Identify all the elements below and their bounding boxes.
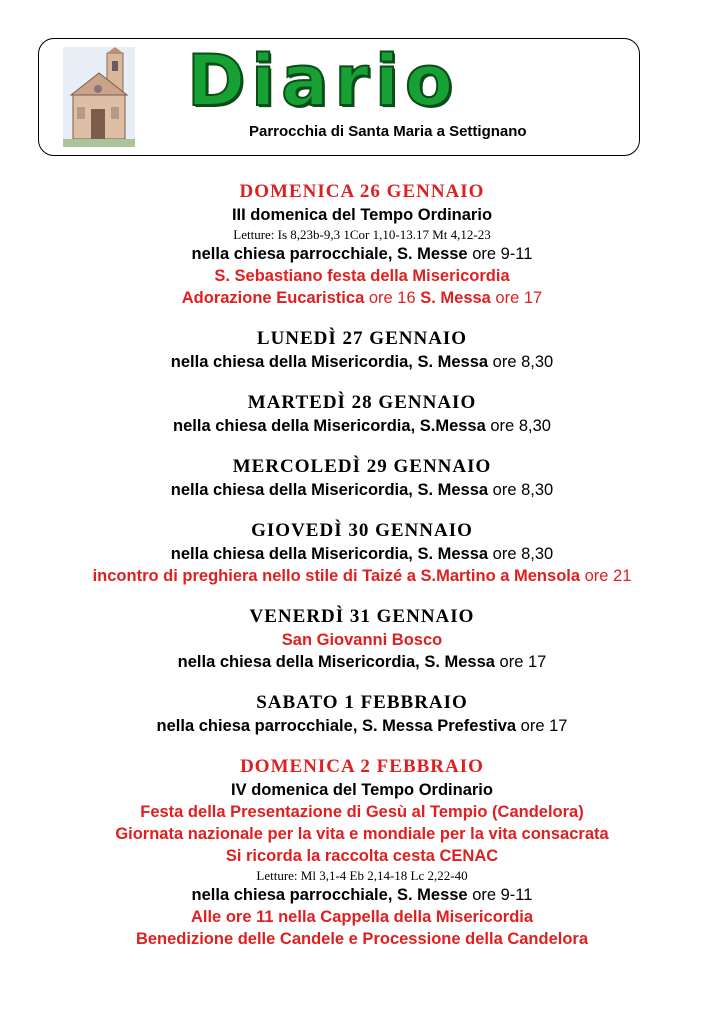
mass-place: nella chiesa parrocchiale, S. Messa Prefestiva: [156, 717, 517, 735]
day-heading: MERCOLEDÌ 29 GENNAIO: [232, 456, 492, 477]
mass-place: nella chiesa della Misericordia, S. Messa: [177, 653, 495, 671]
mass-time: ore 8,30: [488, 481, 554, 499]
page-title: Diario: [187, 40, 459, 122]
day-heading: DOMENICA 2 FEBBRAIO: [240, 756, 484, 777]
mass-line: [0, 543, 724, 565]
adoration-mass-time: ore 17: [490, 289, 543, 307]
mass-place: nella chiesa della Misericordia, S. Messa: [170, 545, 489, 563]
mass-place: nella chiesa della Misericordia, S.Messa: [173, 417, 486, 435]
day-heading: DOMENICA 26 GENNAIO: [239, 181, 485, 202]
feast-line: Si ricorda la raccolta cesta CENAC: [225, 847, 499, 865]
day-subtitle: IV domenica del Tempo Ordinario: [231, 781, 493, 799]
readings: Letture: Is 8,23b-9,3 1Cor 1,10-13.17 Mt 4,12-23: [233, 227, 491, 242]
saint-line: San Giovanni Bosco: [281, 631, 443, 649]
mass-time: ore 17: [494, 653, 547, 671]
mass-time: ore 17: [516, 717, 568, 735]
adoration-line: [0, 287, 724, 309]
mass-time: ore 9-11: [467, 245, 533, 263]
readings: Letture: Ml 3,1-4 Eb 2,14-18 Lc 2,22-40: [256, 868, 468, 883]
parish-name: Parrocchia di Santa Maria a Settignano: [249, 123, 527, 140]
mass-place: nella chiesa parrocchiale, S. Messe: [191, 886, 468, 904]
prayer-label: incontro di preghiera nello stile di Taizé a S.Martino a Mensola: [92, 567, 581, 585]
adoration-label: Adorazione Eucaristica: [181, 289, 365, 307]
feast-line: S. Sebastiano festa della Misericordia: [214, 267, 510, 285]
day-heading: VENERDÌ 31 GENNAIO: [249, 606, 475, 627]
day-heading: SABATO 1 FEBBRAIO: [256, 692, 468, 713]
header-box: [38, 38, 640, 156]
mass-time: ore 8,30: [488, 545, 554, 563]
schedule: [0, 180, 724, 950]
mass-time: ore 8,30: [485, 417, 551, 435]
mass-line: [0, 243, 724, 265]
mass-place: nella chiesa della Misericordia, S. Messa: [170, 481, 489, 499]
mass-line: [0, 884, 724, 906]
day-heading: LUNEDÌ 27 GENNAIO: [256, 328, 468, 349]
mass-time: ore 9-11: [467, 886, 533, 904]
church-illustration: [63, 47, 135, 147]
mass-place: nella chiesa della Misericordia, S. Messa: [170, 353, 489, 371]
mass-line: [0, 351, 724, 373]
note-line: Alle ore 11 nella Cappella della Misericordia: [190, 908, 534, 926]
feast-line: Giornata nazionale per la vita e mondiale per la vita consacrata: [115, 825, 609, 843]
day-subtitle: III domenica del Tempo Ordinario: [231, 206, 493, 224]
mass-line: [0, 715, 724, 737]
mass-line: [0, 415, 724, 437]
mass-place: nella chiesa parrocchiale, S. Messe: [191, 245, 468, 263]
prayer-time: ore 21: [580, 567, 632, 585]
feast-line: Festa della Presentazione di Gesù al Tempio (Candelora): [140, 803, 584, 821]
prayer-line: [0, 565, 724, 587]
mass-time: ore 8,30: [488, 353, 554, 371]
day-heading: MARTEDÌ 28 GENNAIO: [247, 392, 477, 413]
day-heading: GIOVEDÌ 30 GENNAIO: [251, 520, 473, 541]
note-line: Benedizione delle Candele e Processione della Candelora: [135, 930, 589, 948]
mass-line: [0, 651, 724, 673]
adoration-mass: S. Messa: [420, 289, 491, 307]
adoration-time: ore 16: [364, 289, 421, 307]
mass-line: [0, 479, 724, 501]
